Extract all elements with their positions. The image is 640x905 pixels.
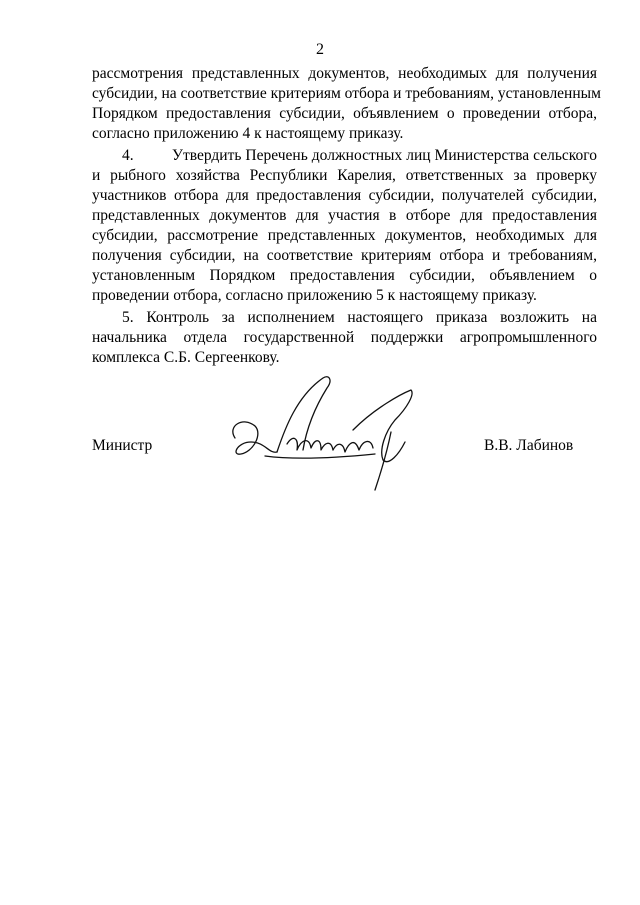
text-line: и рыбного хозяйства Республики Карелия, ответственных за проверку	[92, 167, 597, 184]
text-line: 5. Контроль за исполнением настоящего приказа возложить на	[122, 309, 597, 326]
text-line: Порядком предоставления субсидии, объявлением о проведении отбора,	[92, 105, 597, 122]
text-line: согласно приложению 4 к настоящему приказу.	[92, 125, 404, 142]
text-line: участников отбора для предоставления субсидии, получателей субсидии,	[92, 187, 597, 204]
text-line: проведении отбора, согласно приложению 5 к настоящему приказу.	[92, 287, 537, 304]
text-line: получения субсидии, на соответствие критериям отбора и требованиям,	[92, 247, 597, 264]
text-line: рассмотрения представленных документов, необходимых для получения	[92, 65, 597, 82]
text-line: Утвердить Перечень должностных лиц Министерства сельского	[172, 147, 597, 164]
text-line: субсидии, рассмотрение представленных документов, необходимых для	[92, 227, 597, 244]
text-line: представленных документов для участия в отборе для предоставления	[92, 207, 597, 224]
text-line: начальника отдела государственной поддержки агропромышленного	[92, 329, 597, 346]
handwritten-signature	[225, 368, 425, 493]
text-line: установленным Порядком предоставления субсидии, объявлением о	[92, 267, 597, 284]
text-line: субсидии, на соответствие критериям отбора и требованиям, установленным	[92, 85, 601, 102]
page-number: 2	[316, 41, 324, 58]
signatory-name: В.В. Лабинов	[484, 437, 574, 454]
item-number: 4.	[122, 147, 134, 164]
text-line: комплекса С.Б. Сергеенкову.	[92, 349, 280, 366]
position-title: Министр	[92, 437, 153, 454]
